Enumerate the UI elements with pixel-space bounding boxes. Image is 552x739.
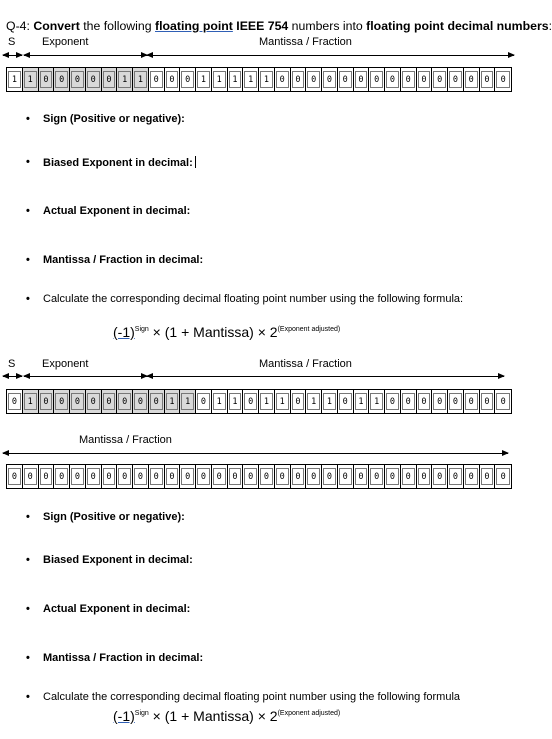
bit-value: 0: [323, 468, 336, 485]
bit-cell: [401, 68, 417, 91]
bit-value: 0: [402, 393, 415, 410]
bit-value: 1: [8, 71, 21, 88]
bit-value: 0: [71, 393, 84, 410]
bit-cell: [369, 465, 385, 488]
bit-cell: [480, 465, 496, 488]
bit-value: 0: [103, 393, 116, 410]
bit-cell: [7, 390, 23, 413]
question-bold-convert: Convert: [33, 19, 80, 33]
bit-cell: [86, 68, 102, 91]
bit-cell: [7, 68, 23, 91]
bit-value: 0: [118, 468, 131, 485]
bit-value: 1: [355, 393, 368, 410]
bit-cell: [369, 390, 385, 413]
bit-value: 1: [276, 393, 289, 410]
bit-value: 1: [307, 393, 320, 410]
bit-row-problem-2-upper: [6, 389, 512, 414]
bit-cell: [275, 465, 291, 488]
bit-cell: [322, 390, 338, 413]
bit-value: 0: [496, 71, 510, 88]
bit-cell: [291, 465, 307, 488]
bit-cell: [39, 390, 55, 413]
bit-value: 0: [402, 468, 415, 485]
bit-value: 0: [323, 71, 336, 88]
mantissa-label-1: Mantissa / Fraction: [259, 36, 352, 48]
question-title: [6, 19, 552, 33]
bit-cell: [23, 465, 39, 488]
bit-row-problem-1: [6, 67, 512, 92]
formula-1-sign-sup: Sign: [134, 326, 149, 333]
bit-cell: [165, 465, 181, 488]
bit-cell: [495, 465, 511, 488]
exponent-arrow-2: [24, 376, 147, 377]
bit-value: 1: [213, 393, 226, 410]
question-bold-floating-point: floating point: [155, 19, 233, 33]
sign-question-1-text: Sign (Positive or negative):: [43, 113, 185, 125]
bit-cell: [306, 68, 322, 91]
bit-value: 1: [229, 71, 242, 88]
sign-question-1: [27, 113, 185, 125]
formula-1-middle: × (1 + Mantissa) × 2: [148, 324, 278, 340]
bit-cell: [133, 390, 149, 413]
formula-2: [113, 708, 340, 724]
bit-cell: [54, 390, 70, 413]
bit-value: 0: [40, 468, 53, 485]
sign-arrow-1: [3, 55, 22, 56]
bit-cell: [291, 390, 307, 413]
bit-cell: [432, 68, 448, 91]
bit-value: 0: [481, 393, 494, 410]
mantissa-question-1-text: Mantissa / Fraction in decimal:: [43, 254, 204, 266]
bit-value: 0: [150, 468, 163, 485]
mantissa-arrow-1: [147, 55, 514, 56]
bit-cell: [417, 465, 433, 488]
biased-exponent-question-2-text: Biased Exponent in decimal:: [43, 554, 193, 566]
bit-cell: [117, 68, 133, 91]
mantissa-question-2-text: Mantissa / Fraction in decimal:: [43, 652, 204, 664]
question-suffix: :: [548, 19, 552, 33]
bit-value: 0: [103, 71, 116, 88]
formula-2-exp-sup: (Exponent adjusted): [277, 710, 341, 717]
biased-exponent-question-2: [27, 554, 193, 566]
bit-cell: [117, 390, 133, 413]
sign-label-2: S: [8, 358, 16, 370]
bit-cell: [401, 465, 417, 488]
bit-value: 0: [386, 71, 399, 88]
bit-cell: [39, 68, 55, 91]
formula-2-middle: × (1 + Mantissa) × 2: [148, 708, 278, 724]
bit-cell: [196, 68, 212, 91]
bit-cell: [480, 68, 496, 91]
bit-value: 0: [213, 468, 226, 485]
bit-value: 1: [24, 393, 37, 410]
bit-cell: [464, 68, 480, 91]
bit-cell: [196, 390, 212, 413]
bit-cell: [275, 68, 291, 91]
actual-exponent-question-1: [27, 205, 190, 217]
question-text-1: the following: [79, 19, 156, 33]
bit-cell: [212, 68, 228, 91]
bit-value: 0: [229, 468, 242, 485]
calculate-instruction-2: [27, 691, 460, 703]
bit-cell: [432, 390, 448, 413]
bit-value: 0: [433, 393, 446, 410]
bit-cell: [417, 68, 433, 91]
bit-cell: [322, 68, 338, 91]
bit-value: 1: [134, 71, 147, 88]
bit-value: 0: [24, 468, 37, 485]
bit-value: 0: [71, 71, 84, 88]
bit-value: 0: [465, 468, 478, 485]
bit-cell: [228, 465, 244, 488]
bit-cell: [102, 68, 118, 91]
bit-value: 0: [355, 71, 368, 88]
bit-cell: [480, 390, 496, 413]
bit-value: 0: [166, 468, 179, 485]
bit-cell: [180, 68, 196, 91]
sign-arrow-2: [3, 376, 22, 377]
bit-value: 0: [465, 71, 478, 88]
bit-cell: [432, 465, 448, 488]
mantissa-label-3: Mantissa / Fraction: [79, 434, 172, 446]
formula-2-neg: (-1): [113, 708, 135, 724]
bit-cell: [133, 68, 149, 91]
bit-cell: [86, 465, 102, 488]
bit-value: 1: [213, 71, 226, 88]
bit-row-problem-2-lower: [6, 464, 512, 489]
bit-cell: [291, 68, 307, 91]
exponent-arrow-1: [24, 55, 147, 56]
bit-value: 0: [292, 393, 305, 410]
sign-question-2: [27, 511, 185, 523]
bit-value: 0: [181, 71, 194, 88]
bit-cell: [117, 465, 133, 488]
bit-value: 1: [24, 71, 37, 88]
bit-value: 0: [418, 71, 431, 88]
bit-cell: [102, 465, 118, 488]
bit-value: 0: [339, 71, 352, 88]
bit-value: 1: [260, 393, 273, 410]
bit-value: 0: [244, 393, 257, 410]
bit-value: 1: [260, 71, 273, 88]
bit-cell: [306, 390, 322, 413]
bit-value: 0: [87, 71, 100, 88]
sign-question-2-text: Sign (Positive or negative):: [43, 511, 185, 523]
bit-value: 0: [87, 468, 100, 485]
bit-value: 0: [386, 468, 399, 485]
bit-value: 0: [307, 71, 320, 88]
bit-value: 1: [229, 393, 242, 410]
bit-value: 0: [40, 393, 53, 410]
formula-2-sign-sup: Sign: [134, 710, 149, 717]
bit-value: 0: [433, 468, 446, 485]
bit-cell: [23, 390, 39, 413]
bit-value: 0: [134, 393, 147, 410]
bit-value: 0: [118, 393, 131, 410]
calculate-instruction-1-text: Calculate the corresponding decimal floating point number using the following formula:: [43, 293, 464, 305]
bit-cell: [102, 390, 118, 413]
bit-cell: [196, 465, 212, 488]
bit-cell: [322, 465, 338, 488]
bit-cell: [180, 390, 196, 413]
bit-value: 1: [166, 393, 179, 410]
bit-value: 0: [55, 71, 68, 88]
bit-value: 0: [87, 393, 100, 410]
question-bold-ieee: IEEE 754: [232, 19, 289, 33]
question-bold-decimal: floating point decimal numbers: [366, 19, 549, 33]
bit-cell: [23, 68, 39, 91]
bit-value: 0: [433, 71, 446, 88]
bit-cell: [39, 465, 55, 488]
bit-cell: [212, 465, 228, 488]
bit-value: 0: [134, 468, 147, 485]
actual-exponent-question-2: [27, 603, 190, 615]
bit-cell: [180, 465, 196, 488]
bit-value: 0: [370, 71, 383, 88]
bit-cell: [338, 465, 354, 488]
bit-value: 0: [370, 468, 383, 485]
bit-value: 0: [276, 71, 289, 88]
mantissa-question-1: [27, 254, 203, 266]
bit-cell: [464, 465, 480, 488]
bit-value: 0: [339, 393, 352, 410]
bit-value: 1: [370, 393, 383, 410]
mantissa-arrow-2: [147, 376, 504, 377]
bit-value: 0: [496, 468, 510, 485]
bit-cell: [86, 390, 102, 413]
bit-value: 0: [150, 393, 163, 410]
bit-cell: [275, 390, 291, 413]
bit-cell: [70, 465, 86, 488]
bit-value: 0: [292, 71, 305, 88]
bit-value: 0: [465, 393, 478, 410]
bit-value: 0: [166, 71, 179, 88]
bit-cell: [417, 390, 433, 413]
bit-cell: [338, 390, 354, 413]
bit-cell: [369, 68, 385, 91]
bit-cell: [448, 68, 464, 91]
bit-cell: [165, 390, 181, 413]
bit-value: 0: [339, 468, 352, 485]
exponent-label-1: Exponent: [42, 36, 89, 48]
bit-value: 0: [55, 468, 68, 485]
bit-cell: [212, 390, 228, 413]
bit-cell: [228, 390, 244, 413]
bit-cell: [354, 390, 370, 413]
bit-cell: [448, 390, 464, 413]
bit-value: 0: [481, 468, 494, 485]
bit-value: 1: [197, 71, 210, 88]
mantissa-label-2: Mantissa / Fraction: [259, 358, 352, 370]
bit-cell: [70, 68, 86, 91]
bit-value: 0: [150, 71, 163, 88]
bit-value: 0: [402, 71, 415, 88]
bit-cell: [401, 390, 417, 413]
bit-value: 0: [181, 468, 194, 485]
question-text-2: numbers into: [288, 19, 367, 33]
bit-value: 0: [496, 393, 510, 410]
actual-exponent-question-2-text: Actual Exponent in decimal:: [43, 603, 191, 615]
bit-value: 0: [8, 393, 21, 410]
bit-cell: [70, 390, 86, 413]
bit-value: 0: [418, 393, 431, 410]
bit-cell: [54, 465, 70, 488]
actual-exponent-question-1-text: Actual Exponent in decimal:: [43, 205, 191, 217]
bit-value: 0: [197, 393, 210, 410]
bit-cell: [228, 68, 244, 91]
bit-value: 0: [40, 71, 53, 88]
bit-value: 0: [292, 468, 305, 485]
bit-cell: [464, 390, 480, 413]
bit-value: 0: [449, 468, 462, 485]
bit-cell: [149, 68, 165, 91]
bit-cell: [448, 465, 464, 488]
bit-value: 1: [244, 71, 257, 88]
bit-cell: [149, 465, 165, 488]
bit-value: 0: [418, 468, 431, 485]
bit-value: 0: [197, 468, 210, 485]
bit-value: 1: [181, 393, 194, 410]
mantissa-arrow-3: [3, 453, 508, 454]
bit-cell: [133, 465, 149, 488]
bit-cell: [259, 390, 275, 413]
bit-value: 0: [449, 393, 462, 410]
bit-cell: [243, 465, 259, 488]
bit-cell: [165, 68, 181, 91]
sign-label-1: S: [8, 36, 16, 48]
bit-cell: [243, 390, 259, 413]
bit-cell: [495, 390, 511, 413]
bit-cell: [259, 465, 275, 488]
bit-cell: [243, 68, 259, 91]
bit-value: 0: [71, 468, 84, 485]
bit-cell: [495, 68, 511, 91]
bit-cell: [385, 68, 401, 91]
bit-value: 0: [103, 468, 116, 485]
bit-value: 0: [386, 393, 399, 410]
bit-cell: [7, 465, 23, 488]
formula-1-exp-sup: (Exponent adjusted): [277, 326, 341, 333]
bit-value: 0: [481, 71, 494, 88]
bit-value: 0: [55, 393, 68, 410]
mantissa-question-2: [27, 652, 203, 664]
calculate-instruction-2-text: Calculate the corresponding decimal floating point number using the following formula: [43, 691, 461, 703]
bit-value: 1: [118, 71, 131, 88]
bit-value: 0: [307, 468, 320, 485]
bit-value: 0: [260, 468, 273, 485]
formula-1-neg: (-1): [113, 324, 135, 340]
bit-cell: [306, 465, 322, 488]
bit-cell: [385, 390, 401, 413]
exponent-label-2: Exponent: [42, 358, 89, 370]
bit-value: 0: [244, 468, 257, 485]
bit-cell: [54, 68, 70, 91]
bit-value: 0: [276, 468, 289, 485]
bit-value: 1: [323, 393, 336, 410]
bit-value: 0: [449, 71, 462, 88]
calculate-instruction-1: [27, 293, 463, 305]
bit-cell: [354, 68, 370, 91]
bit-cell: [338, 68, 354, 91]
text-cursor: [195, 156, 196, 168]
bit-cell: [354, 465, 370, 488]
bit-value: 0: [8, 468, 21, 485]
biased-exponent-question-1: [27, 156, 196, 169]
bit-cell: [259, 68, 275, 91]
biased-exponent-question-1-text: Biased Exponent in decimal:: [43, 157, 193, 169]
bit-cell: [149, 390, 165, 413]
bit-cell: [385, 465, 401, 488]
question-prefix: Q-4:: [6, 19, 34, 33]
formula-1: [113, 324, 340, 340]
bit-value: 0: [355, 468, 368, 485]
